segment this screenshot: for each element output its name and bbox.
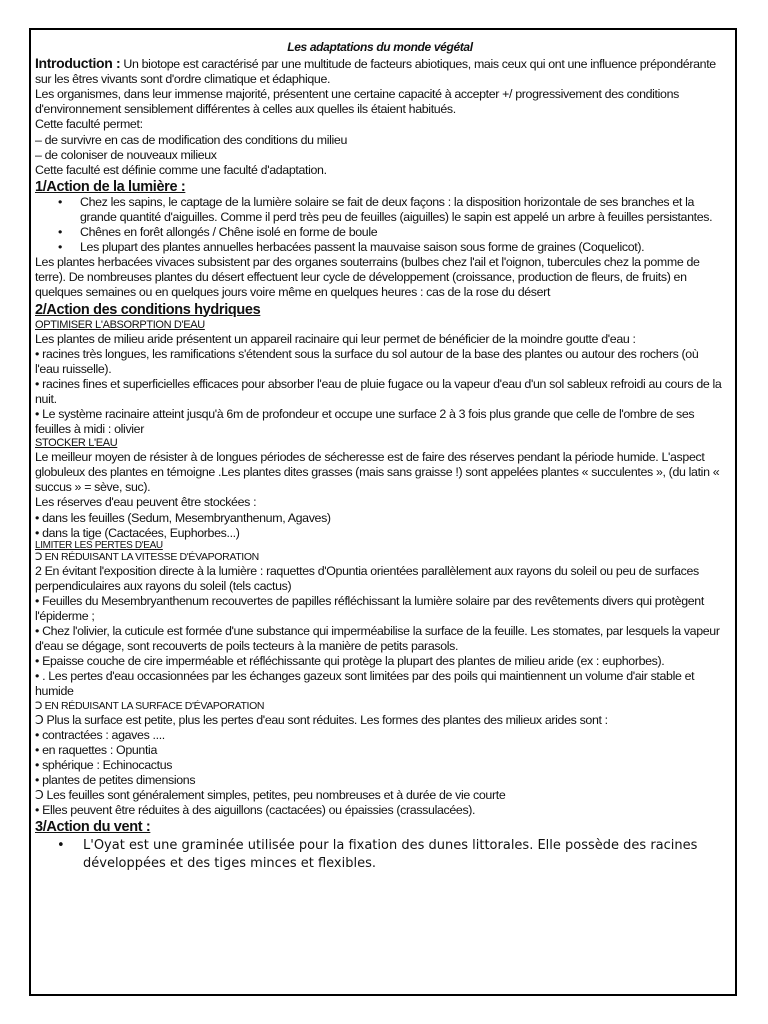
sub-heading-absorption: OPTIMISER L'ABSORPTION D'EAU xyxy=(35,318,205,331)
sub-heading-vitesse: Ↄ EN RÉDUISANT LA VITESSE D'ÉVAPORATION xyxy=(35,550,259,563)
text-line: • Chez l'olivier, la cuticule est formée d'une substance qui imperméabilise la surface de la feuille. Les stomates, par lesquels la vapeur d'eau se dégage, sont recouverts de poils tecteurs à la manière de petits parasols. xyxy=(35,624,720,654)
text-line: • racines fines et superficielles efficaces pour absorber l'eau de pluie fugace ou la vapeur d'eau d'un sol sableux refroidi au cours de la nuit. xyxy=(35,376,722,406)
intro-text-5: – de coloniser de nouveaux milieux xyxy=(35,147,217,162)
intro-text: Un biotope est caractérisé par une multitude de facteurs abiotiques, mais ceux qui ont une influence prépondérante sur les êtres vivants sont d'ordre climatique et édaphique. xyxy=(35,57,716,87)
sub-heading-surface: Ↄ EN RÉDUISANT LA SURFACE D'ÉVAPORATION xyxy=(35,699,265,712)
text-line: • en raquettes : Opuntia xyxy=(35,742,157,757)
intro-paragraph xyxy=(35,56,725,87)
text-line: • Elles peuvent être réduites à des aiguillons (cactacées) ou épaissies (crassulacées). xyxy=(35,803,476,818)
bullet-icon: • xyxy=(58,194,62,209)
section3-bullets xyxy=(35,837,725,873)
intro-text-3: Cette faculté permet: xyxy=(35,117,143,132)
text-line: Ↄ Plus la surface est petite, plus les pertes d'eau sont réduites. Les formes des plantes des milieux arides sont : xyxy=(35,712,608,727)
text-line: • contractées : agaves .... xyxy=(35,727,165,742)
intro-text-4: – de survivre en cas de modification des conditions du milieu xyxy=(35,132,347,147)
text-line: • Le système racinaire atteint jusqu'à 6m de profondeur et occupe une surface 2 à 3 fois plus grande que celle de l'ombre de ses feuilles à midi : olivier xyxy=(35,406,695,437)
document-body xyxy=(35,40,725,873)
text-line: • Epaisse couche de cire imperméable et réfléchissante qui protège la plupart des plantes de milieu aride (ex : euphorbes). xyxy=(35,654,665,669)
bullet-icon: • xyxy=(58,240,62,255)
text-line: Les plantes de milieu aride présentent un appareil racinaire qui leur permet de bénéficier de la moindre goutte d'eau : xyxy=(35,331,636,346)
text-line: • racines très longues, les ramifications s'étendent sous la surface du sol autour de la base des plantes ou autour des rochers (où l'eau ruisselle). xyxy=(35,346,699,376)
bullet-icon: • xyxy=(58,225,62,240)
text-line: Ↄ Les feuilles sont généralement simples, petites, peu nombreuses et à durée de vie courte xyxy=(35,788,506,803)
text-line: • plantes de petites dimensions xyxy=(35,772,196,787)
sub-heading-limiter: LIMITER LES PERTES D'EAU xyxy=(35,539,163,551)
list-item: • Les plupart des plantes annuelles herbacées passent la mauvaise saison sous forme de graines (Coquelicot). xyxy=(58,240,645,255)
text-line: • Feuilles du Mesembryanthenum recouvertes de papilles réfléchissant la lumière solaire par des revêtements divers qui protègent l'épiderme ; xyxy=(35,593,704,623)
text-line: 2 En évitant l'exposition directe à la lumière : raquettes d'Opuntia orientées parallèlement aux rayons du soleil ou peu de surfaces perpendiculaires aux rayons du soleil (tels cactus) xyxy=(35,563,699,593)
list-item: • Chênes en forêt allongés / Chêne isolé en forme de boule xyxy=(58,225,378,240)
sub-heading-stocker: STOCKER L'EAU xyxy=(35,437,118,450)
text-line: Le meilleur moyen de résister à de longues périodes de sécheresse est de faire des réserves pendant la période humide. L'aspect globuleux des plantes en témoigne .Les plantes dites grasses (mais sans graisse !) sont appelées plantes « succulentes », (du latin « succus » = sève, suc). xyxy=(35,450,720,495)
text-line: • dans les feuilles (Sedum, Mesembryanthenum, Agaves) xyxy=(35,510,331,525)
document-title: Les adaptations du monde végétal xyxy=(287,40,473,54)
section1-paragraph: Les plantes herbacées vivaces subsistent par des organes souterrains (bulbes chez l'ail et l'oignon, tubercules chez la pomme de terre). De nombreuses plantes du désert effectuent leur cycle de développement (croissance, production de fleurs, de fruits) en quelques semaines ou en quelques jours voire même en quelques heures : cas de la rose du désert xyxy=(35,255,700,300)
intro-text-2: Les organismes, dans leur immense majorité, présentent une certaine capacité à accepter +/ progressivement des conditions d'environnement sensiblement différentes à celles aux quelles ils étaient habitués. xyxy=(35,87,679,117)
section1-bullets xyxy=(35,195,725,255)
section2-heading: 2/Action des conditions hydriques xyxy=(35,301,261,318)
list-item: • L'Oyat est une graminée utilisée pour la fixation des dunes littorales. Elle possède des racines développées et des tiges minces et flexibles. xyxy=(57,838,698,872)
intro-text-6: Cette faculté est définie comme une faculté d'adaptation. xyxy=(35,162,327,177)
text-line: • . Les pertes d'eau occasionnées par les échanges gazeux sont limitées par des poils qui maintiennent un volume d'air stable et humide xyxy=(35,669,695,699)
text-line: • dans la tige (Cactacées, Euphorbes...) xyxy=(35,525,240,540)
text-line: Les réserves d'eau peuvent être stockées : xyxy=(35,495,257,510)
text-line: • sphérique : Echinocactus xyxy=(35,757,173,772)
intro-lead: Introduction : xyxy=(35,55,121,72)
list-item: • Chez les sapins, le captage de la lumière solaire se fait de deux façons : la disposition horizontale de ses branches et la grande quantité d'aiguilles. Comme il perd très peu de feuilles (aiguilles) le sapin est appelé un arbre à feuilles persistantes. xyxy=(58,194,713,224)
bullet-icon: • xyxy=(57,838,65,854)
section1-heading: 1/Action de la lumière : xyxy=(35,178,186,195)
section3-heading: 3/Action du vent : xyxy=(35,819,151,836)
